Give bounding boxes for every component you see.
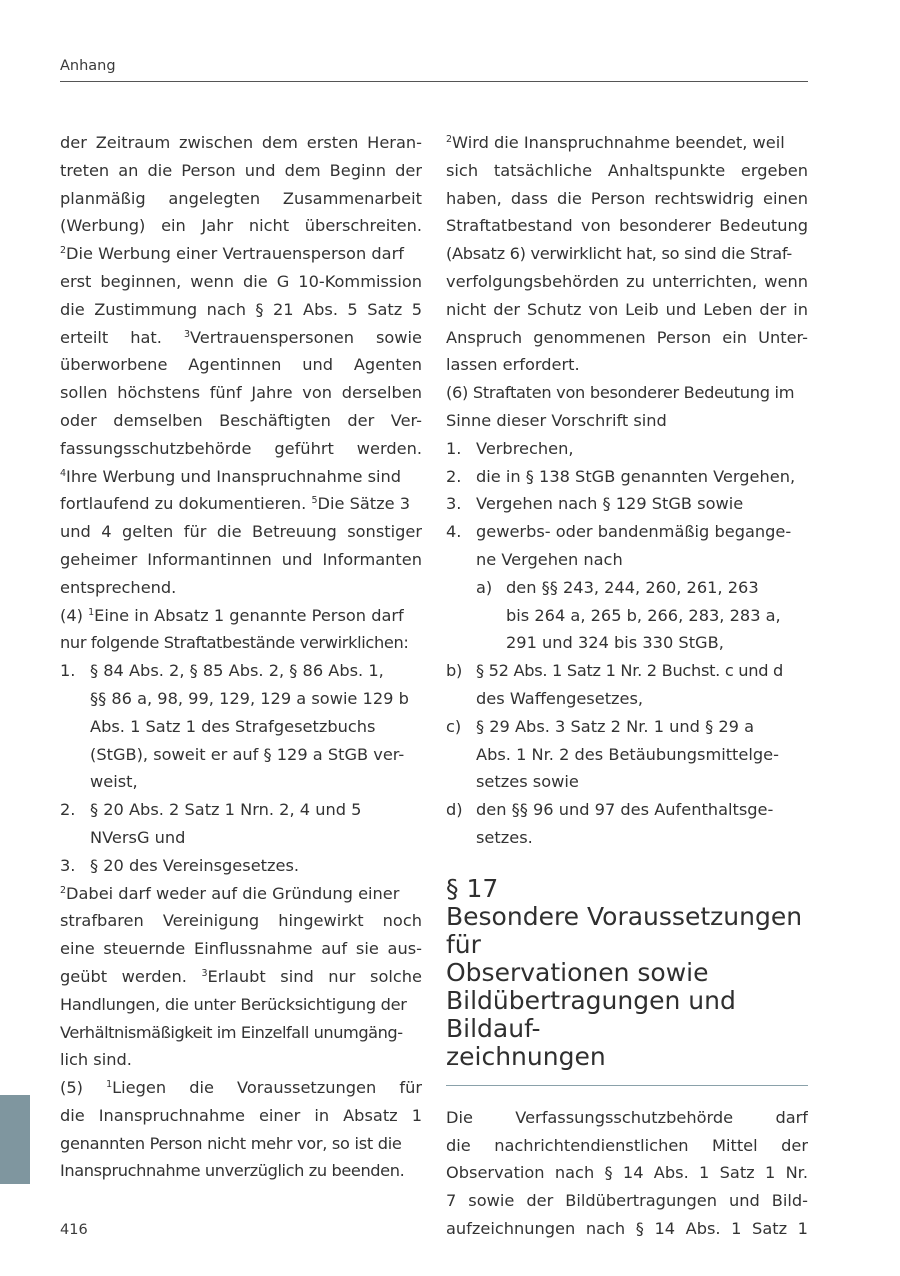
text-line: haben, dass die Person rechtswidrig einen <box>446 188 808 208</box>
text-line: der Zeitraum zwischen dem ersten Heran- <box>60 133 422 152</box>
list-number: 4. <box>446 522 462 542</box>
list-continuation: setzes. <box>476 827 533 847</box>
text-line: eine steuernde Einflussnahme auf sie aus- <box>60 939 422 959</box>
sentence-number: 4 <box>60 467 67 479</box>
section-title-line: zeichnungen <box>446 1041 606 1071</box>
list-text: den §§ 243, 244, 260, 261, 263 <box>506 577 759 597</box>
sentence-number: 2 <box>60 245 67 257</box>
list-continuation: bis 264 a, 265 b, 266, 283, 283 a, <box>506 605 781 625</box>
section-title-line: Besondere Voraussetzungen für <box>446 901 803 959</box>
list-continuation: weist, <box>90 772 138 792</box>
right-column <box>446 129 808 1243</box>
text-line: die Zustimmung nach § 21 Abs. 5 Satz 5 <box>60 299 422 319</box>
list-letter: c) <box>446 716 462 736</box>
list-text: Vergehen nach § 129 StGB sowie <box>476 494 744 514</box>
text-line: (Werbung) ein Jahr nicht überschreiten. <box>60 216 422 236</box>
text-fragment: fortlaufend zu dokumentieren. <box>60 494 307 514</box>
text-line: erst beginnen, wenn die G 10-Kommission <box>60 271 422 291</box>
text-line: Inanspruchnahme unverzüglich zu beenden. <box>60 1161 405 1181</box>
text-line: und 4 gelten für die Betreuung sonstiger <box>60 522 422 542</box>
text-line: überworbene Agentinnen und Agenten <box>60 355 422 375</box>
text-line: Handlungen, die unter Berücksichtigung der <box>60 994 407 1014</box>
text-line: die Inanspruchnahme einer in Absatz 1 <box>60 1105 422 1125</box>
text-line: verfolgungsbehörden zu unterrichten, wenn <box>446 271 808 291</box>
text-line: nicht der Schutz von Leib und Leben der in <box>446 299 808 319</box>
text-line: Observation nach § 14 Abs. 1 Satz 1 Nr. <box>446 1163 808 1183</box>
list-continuation: Abs. 1 Nr. 2 des Betäubungsmittelge- <box>476 744 779 764</box>
text-line: planmäßig angelegten Zusammenarbeit <box>60 188 422 208</box>
list-continuation: setzes sowie <box>476 772 579 792</box>
header-divider <box>60 81 808 82</box>
text-fragment: Erlaubt sind nur solche <box>207 966 422 986</box>
text-line: aufzeichnungen nach § 14 Abs. 1 Satz 1 <box>446 1218 808 1238</box>
text-fragment: Liegen die Voraussetzungen für <box>112 1078 422 1098</box>
list-continuation: 291 und 324 bis 330 StGB, <box>506 633 724 653</box>
list-item <box>446 518 808 546</box>
text-fragment: Dabei darf weder auf die Gründung einer <box>66 883 400 903</box>
text-fragment: Wird die Inanspruchnahme beendet, weil <box>452 133 785 152</box>
text-line: nur folgende Straftatbestände verwirklichen: <box>60 633 409 653</box>
section-title-line: Bildübertragungen und Bildauf- <box>446 985 736 1043</box>
chapter-tab-marker <box>0 1095 30 1184</box>
list-number: 3. <box>446 494 462 514</box>
text-line: fassungsschutzbehörde geführt werden. <box>60 438 422 458</box>
sub-list-item <box>446 574 808 602</box>
list-continuation: §§ 86 a, 98, 99, 129, 129 a sowie 129 b <box>90 688 409 708</box>
text-line: geheimer Informantinnen und Informanten <box>60 549 422 569</box>
text-line <box>60 963 422 991</box>
text-line <box>60 463 422 491</box>
text-line <box>446 129 808 157</box>
text-fragment: Vertrauenspersonen sowie <box>189 327 422 347</box>
sub-list-item <box>446 796 808 824</box>
sentence-number: 3 <box>183 328 190 340</box>
list-item <box>446 490 808 518</box>
sub-list-item <box>446 713 808 741</box>
text-line <box>60 1074 422 1102</box>
list-text: Verbrechen, <box>476 438 574 458</box>
list-text: die in § 138 StGB genannten Vergehen, <box>476 466 796 486</box>
section-divider <box>446 1085 808 1086</box>
text-line: Sinne dieser Vorschrift sind <box>446 410 667 430</box>
text-line: Straftatbestand von besonderer Bedeutung <box>446 216 808 236</box>
text-line: oder demselben Beschäftigten der Ver- <box>60 410 422 430</box>
list-item <box>446 463 808 491</box>
text-line <box>60 240 422 268</box>
list-number: 1. <box>446 438 462 458</box>
text-line: lich sind. <box>60 1050 132 1070</box>
list-letter: b) <box>446 661 462 681</box>
text-line: (Absatz 6) verwirklicht hat, so sind die Straf- <box>446 244 792 264</box>
text-line: strafbaren Vereinigung hingewirkt noch <box>60 911 422 931</box>
text-fragment: Die Sätze 3 <box>317 494 411 514</box>
list-letter: d) <box>446 800 463 820</box>
list-continuation: NVersG und <box>90 827 186 847</box>
text-line: Verhältnismäßigkeit im Einzelfall unumgäng- <box>60 1022 403 1042</box>
list-continuation: ne Vergehen nach <box>476 549 623 569</box>
list-number: 1. <box>60 661 76 681</box>
text-line: entsprechend. <box>60 577 177 597</box>
list-item <box>60 796 422 824</box>
list-text: § 29 Abs. 3 Satz 2 Nr. 1 und § 29 a <box>476 716 754 736</box>
text-fragment: (5) <box>60 1078 83 1098</box>
section-heading <box>446 875 808 1071</box>
list-continuation: des Waffengesetzes, <box>476 688 644 708</box>
text-line <box>60 602 422 630</box>
page-number: 416 <box>60 1222 88 1238</box>
text-fragment: geübt werden. <box>60 966 187 986</box>
list-text: gewerbs- oder bandenmäßig begange- <box>476 522 792 542</box>
text-line <box>60 490 422 518</box>
text-line: 7 sowie der Bildübertragungen und Bild- <box>446 1191 808 1211</box>
list-text: § 20 Abs. 2 Satz 1 Nrn. 2, 4 und 5 <box>90 800 362 820</box>
text-line: lassen erfordert. <box>446 355 580 375</box>
text-line: genannten Person nicht mehr vor, so ist die <box>60 1133 402 1153</box>
list-letter: a) <box>476 577 493 597</box>
text-line <box>60 880 422 908</box>
text-fragment: Eine in Absatz 1 genannte Person darf <box>94 605 404 625</box>
text-fragment: Die Werbung einer Vertrauensperson darf <box>66 244 404 264</box>
section-number: § 17 <box>446 873 499 903</box>
text-fragment: (4) <box>60 605 83 625</box>
list-number: 2. <box>446 466 462 486</box>
list-text: den §§ 96 und 97 des Aufenthaltsge- <box>476 800 774 820</box>
text-line: sollen höchstens fünf Jahre von derselben <box>60 383 422 403</box>
list-continuation: (StGB), soweit er auf § 129 a StGB ver- <box>90 744 405 764</box>
text-line: (6) Straftaten von besonderer Bedeutung im <box>446 383 795 403</box>
text-line: sich tatsächliche Anhaltspunkte ergeben <box>446 160 808 180</box>
list-number: 3. <box>60 855 76 875</box>
text-line: Anspruch genommenen Person ein Unter- <box>446 327 808 347</box>
left-column <box>60 129 422 1185</box>
list-item <box>60 657 422 685</box>
text-line: treten an die Person und dem Beginn der <box>60 160 422 180</box>
sentence-number: 5 <box>311 495 318 507</box>
list-number: 2. <box>60 800 76 820</box>
sentence-number: 1 <box>106 1079 113 1091</box>
list-continuation: Abs. 1 Satz 1 des Strafgesetzbuchs <box>90 716 376 736</box>
list-item <box>60 852 422 880</box>
running-header: Anhang <box>60 58 116 74</box>
section-title-line: Observationen sowie <box>446 957 709 987</box>
text-line <box>60 324 422 352</box>
sentence-number: 2 <box>60 884 67 896</box>
list-text: § 20 des Vereinsgesetzes. <box>90 855 300 875</box>
list-text: § 84 Abs. 2, § 85 Abs. 2, § 86 Abs. 1, <box>90 661 384 681</box>
text-fragment: Ihre Werbung und Inanspruchnahme sind <box>66 466 402 486</box>
text-line: die nachrichtendienstlichen Mittel der <box>446 1135 808 1155</box>
list-text: § 52 Abs. 1 Satz 1 Nr. 2 Buchst. c und d <box>476 661 783 681</box>
text-line: Die Verfassungsschutzbehörde darf <box>446 1107 808 1127</box>
sentence-number: 1 <box>88 606 95 618</box>
sub-list-item <box>446 657 808 685</box>
sentence-number: 3 <box>201 967 208 979</box>
text-fragment: erteilt hat. <box>60 327 162 347</box>
list-item <box>446 435 808 463</box>
sentence-number: 2 <box>446 134 453 145</box>
